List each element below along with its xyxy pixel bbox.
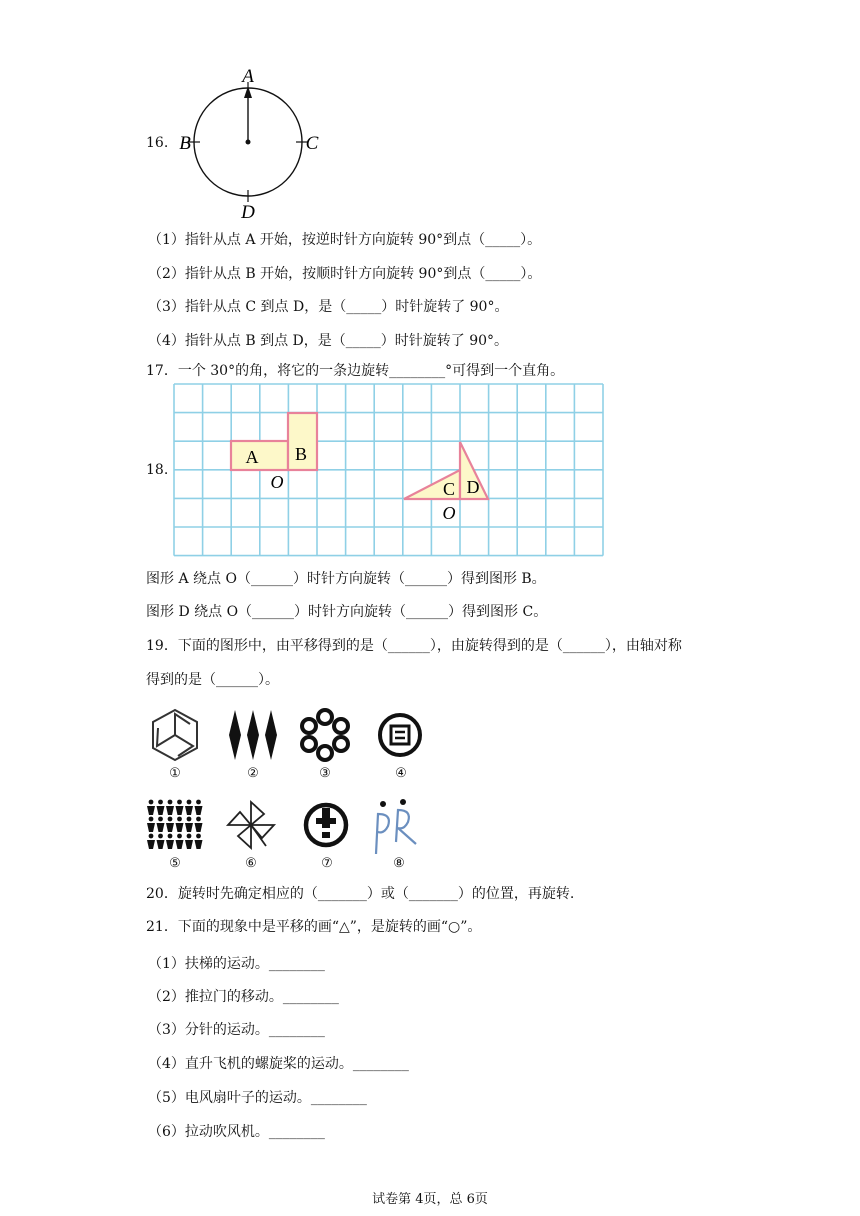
caption-7: ⑦ — [321, 856, 333, 871]
q16-item-1: （1）指针从点 A 开始，按逆时针方向旋转 90°到点（_____）。 — [148, 232, 542, 248]
person-head — [196, 817, 201, 822]
figure-6-pinwheel — [222, 796, 280, 854]
person-body — [157, 806, 165, 815]
caption-2: ② — [247, 766, 259, 781]
person-head — [168, 834, 173, 839]
caption-8: ⑧ — [393, 856, 405, 871]
person-body — [166, 823, 174, 832]
q19-line-2: 得到的是（______）。 — [146, 672, 279, 688]
q18-grid-figure — [170, 380, 610, 562]
person-body — [185, 806, 193, 815]
person-body — [176, 806, 184, 815]
q18-line-1: 图形 A 绕点 O（______）时针方向旋转（______）得到图形 B。 — [146, 571, 546, 587]
label-b: B — [179, 133, 191, 154]
q16-item-3: （3）指针从点 C 到点 D，是（_____）时针旋转了 90°。 — [148, 299, 509, 315]
dial-center — [246, 140, 251, 145]
label-c: C — [305, 133, 319, 154]
caption-3: ③ — [319, 766, 331, 781]
q21-item-5: （5）电风扇叶子的运动。________ — [148, 1090, 367, 1106]
q21-item-6: （6）拉动吹风机。________ — [148, 1124, 325, 1140]
person-head — [168, 817, 173, 822]
person-head — [196, 834, 201, 839]
figure-7-circle-emblem — [300, 796, 352, 854]
person-head — [177, 834, 182, 839]
q17-text: 17．一个 30°的角，将它的一条边旋转________°可得到一个直角。 — [146, 363, 565, 379]
label-a: A — [242, 66, 254, 87]
page-footer: 试卷第 4页，总 6页 — [372, 1192, 488, 1207]
person-head — [187, 817, 192, 822]
person-body — [195, 823, 203, 832]
shape-a — [231, 441, 288, 470]
person-head — [149, 800, 154, 805]
q21-item-4: （4）直升飞机的螺旋桨的运动。________ — [148, 1056, 409, 1072]
person-body — [147, 806, 155, 815]
q16-item-2: （2）指针从点 B 开始，按顺时针方向旋转 90°到点（_____）。 — [148, 266, 542, 282]
person-head — [158, 800, 163, 805]
caption-6: ⑥ — [245, 856, 257, 871]
figure-5-people-rows — [146, 796, 204, 854]
label-shape-d: D — [466, 477, 480, 497]
q16-number: 16. — [146, 135, 169, 151]
person-head — [196, 800, 201, 805]
person-head — [177, 817, 182, 822]
q21-item-3: （3）分针的运动。________ — [148, 1022, 325, 1038]
caption-5: ⑤ — [169, 856, 181, 871]
person-body — [157, 823, 165, 832]
person-body — [185, 823, 193, 832]
person-head — [187, 800, 192, 805]
figure-1-hexagon-swirl — [146, 706, 204, 764]
figure-8-blue-letters — [366, 796, 424, 860]
q16-dial-figure — [170, 62, 330, 222]
person-body — [176, 823, 184, 832]
q20-text: 20．旋转时先确定相应的（_______）或（_______）的位置，再旋转. — [146, 886, 575, 902]
person-head — [149, 817, 154, 822]
label-shape-c: C — [442, 479, 456, 499]
person-body — [185, 840, 193, 849]
q16-item-4: （4）指针从点 B 到点 D，是（_____）时针旋转了 90°。 — [148, 333, 509, 349]
label-o-2: O — [442, 503, 456, 523]
person-head — [149, 834, 154, 839]
person-head — [177, 800, 182, 805]
caption-1: ① — [169, 766, 181, 781]
label-shape-b: B — [294, 444, 308, 464]
person-body — [166, 840, 174, 849]
q21-text: 21．下面的现象中是平移的画“△”，是旋转的画“○”。 — [146, 919, 482, 935]
person-body — [157, 840, 165, 849]
label-o-1: O — [270, 472, 284, 492]
label-shape-a: A — [245, 447, 259, 467]
person-body — [147, 823, 155, 832]
label-d: D — [241, 202, 255, 222]
figure-4-coin-logo — [374, 706, 426, 764]
q19-line-1: 19．下面的图形中，由平移得到的是（______），由旋转得到的是（______），由轴对称 — [146, 638, 682, 654]
person-head — [158, 817, 163, 822]
q21-item-2: （2）推拉门的移动。________ — [148, 989, 339, 1005]
figure-2-diamonds — [225, 706, 281, 764]
caption-4: ④ — [395, 766, 407, 781]
person-body — [166, 806, 174, 815]
person-head — [158, 834, 163, 839]
person-body — [147, 840, 155, 849]
q18-line-2: 图形 D 绕点 O（______）时针方向旋转（______）得到图形 C。 — [146, 604, 548, 620]
figure-3-hexagon-ring — [296, 706, 354, 764]
person-body — [176, 840, 184, 849]
person-head — [168, 800, 173, 805]
person-body — [195, 806, 203, 815]
person-head — [187, 834, 192, 839]
person-body — [195, 840, 203, 849]
q18-number: 18. — [146, 462, 169, 478]
q21-item-1: （1）扶梯的运动。________ — [148, 956, 325, 972]
